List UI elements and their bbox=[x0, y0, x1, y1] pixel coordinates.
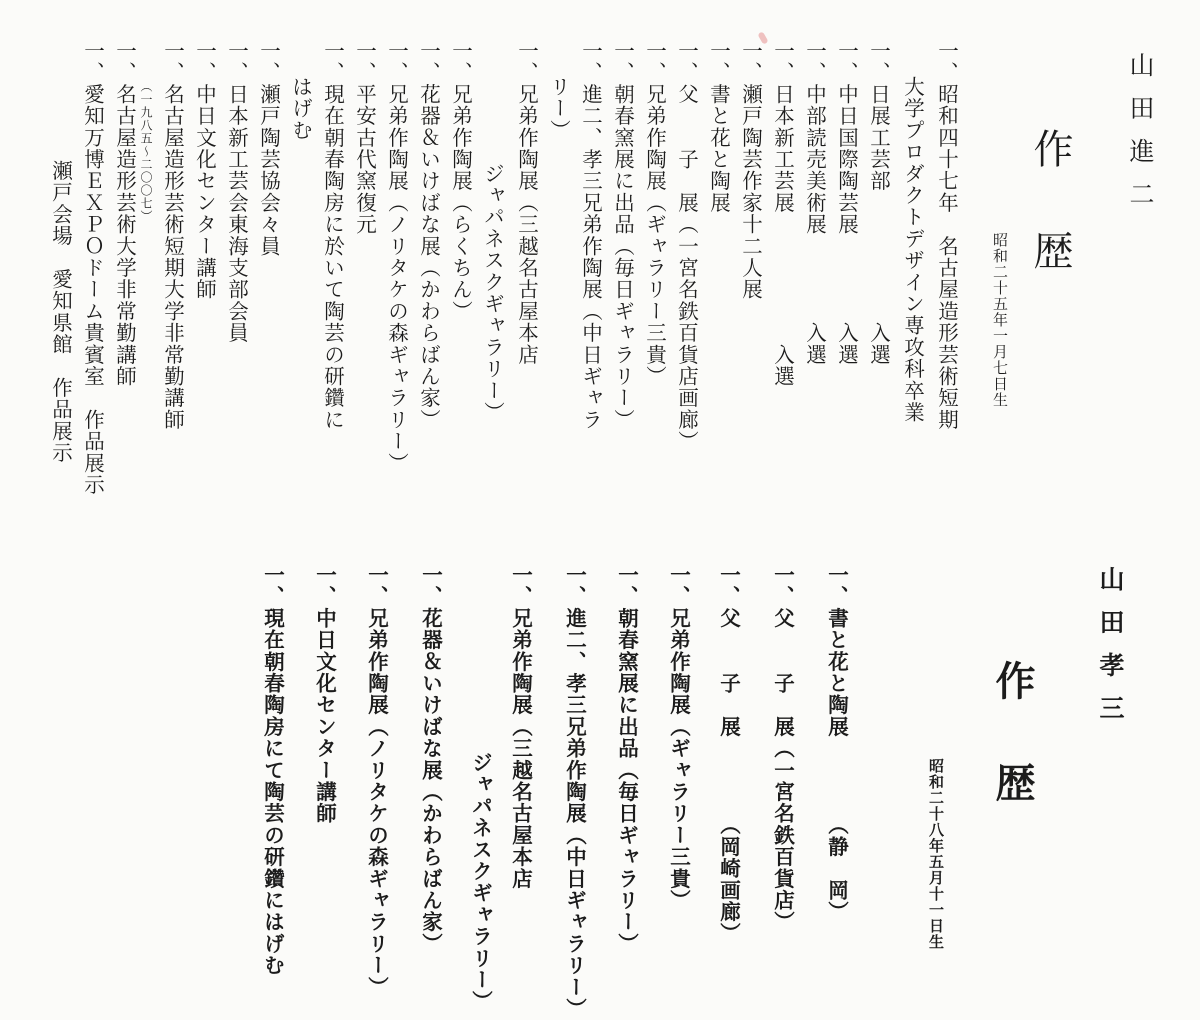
entry-4: 一、中部読売美術展 入選 bbox=[802, 40, 827, 366]
entry-7-line-1: 一、兄弟作陶展（三越名古屋本店 bbox=[508, 564, 533, 890]
person-name: 山田孝三 bbox=[1096, 566, 1125, 738]
entry-5: 一、朝春窯展に出品（毎日ギャラリー） bbox=[614, 564, 639, 955]
birth-date: 昭和二十八年五月十一日生 bbox=[927, 758, 945, 950]
entry-11-line-1: 一、進二、孝三兄弟作陶展（中日ギャラ bbox=[578, 40, 603, 431]
entry-16: 一、平安古代窯復元 bbox=[352, 40, 377, 236]
entry-3: 一、中日国際陶芸展 入選 bbox=[834, 40, 859, 366]
entry-10: 一、朝春窯展に出品（毎日ギャラリー） bbox=[610, 40, 635, 431]
entry-11-line-2: リー） bbox=[546, 76, 571, 142]
entry-13: 一、兄弟作陶展（らくちん） bbox=[448, 40, 473, 323]
entry-6: 一、進二、孝三兄弟作陶展（中日ギャラリー） bbox=[562, 564, 587, 1020]
entry-20: 一、中日文化センター講師 bbox=[192, 40, 217, 301]
entry-23-line-2: 瀬戸会場 愛知県館 作品展示 bbox=[48, 160, 73, 464]
entry-1-line-2: 大学プロダクトデザイン専攻科卒業 bbox=[900, 76, 925, 424]
entry-19: 一、日本新工芸会東海支部会員 bbox=[224, 40, 249, 344]
entry-4: 一、兄弟作陶展（ギャラリー三貴） bbox=[666, 564, 691, 912]
entry-12-line-1: 一、兄弟作陶展（三越名古屋本店 bbox=[514, 40, 539, 366]
entry-9: 一、兄弟作陶展（ギャラリー三貴） bbox=[642, 40, 667, 388]
birth-date: 昭和二十五年一月七日生 bbox=[991, 232, 1009, 408]
entry-21-line-2: （一九八五～二〇〇七） bbox=[139, 80, 153, 223]
entry-8: 一、花器＆いけばな展（かわらばん家） bbox=[418, 564, 443, 955]
entry-18: 一、瀬戸陶芸協会々員 bbox=[256, 40, 281, 257]
entry-1: 一、書と花と陶展 （静 岡） bbox=[824, 564, 849, 923]
entry-7: 一、書と花と陶展 bbox=[706, 40, 731, 214]
entry-3: 一、父 子 展 （岡崎画廊） bbox=[716, 564, 741, 945]
entry-11: 一、現在朝春陶房にて陶芸の研鑽にはげむ bbox=[260, 564, 285, 977]
section-title: 作歴 bbox=[1027, 128, 1073, 332]
section-title: 作歴 bbox=[989, 660, 1036, 864]
entry-9: 一、兄弟作陶展（ノリタケの森ギャラリー） bbox=[364, 564, 389, 998]
entry-2: 一、日展工芸部 入選 bbox=[866, 40, 891, 366]
entry-1-line-1: 一、昭和四十七年 名古屋造形芸術短期 bbox=[934, 40, 959, 431]
entry-12-line-2: ジャパネスクギャラリー） bbox=[480, 76, 505, 424]
entry-2: 一、父 子 展（一宮名鉄百貨店） bbox=[770, 564, 795, 933]
entry-8: 一、父 子 展（一宮名鉄百貨店画廊） bbox=[674, 40, 699, 453]
profile-yamada-kozo bbox=[0, 520, 1200, 1019]
person-name: 山田進二 bbox=[1126, 52, 1155, 224]
entry-6: 一、瀬戸陶芸作家十二人展 bbox=[738, 40, 763, 301]
entry-23-line-1: 一、愛知万博ＥＸＰＯドーム貴賓室 作品展示 bbox=[80, 40, 105, 496]
entry-17-line-1: 一、現在朝春陶房に於いて陶芸の研鑽に bbox=[320, 40, 345, 431]
entry-14: 一、花器＆いけばな展（かわらばん家） bbox=[416, 40, 441, 431]
entry-5: 一、日本新工芸展 入選 bbox=[770, 40, 795, 388]
entry-22: 一、名古屋造形芸術大学非常勤講師 bbox=[112, 40, 137, 388]
entry-7-line-2: ジャパネスクギャラリー） bbox=[468, 752, 493, 1013]
entry-21-line-1: 一、名古屋造形芸術短期大学非常勤講師 bbox=[160, 40, 185, 431]
entry-15: 一、兄弟作陶展（ノリタケの森ギャラリー） bbox=[384, 40, 409, 474]
entry-17-line-2: はげむ bbox=[288, 76, 313, 142]
entry-10: 一、中日文化センター講師 bbox=[312, 564, 337, 825]
